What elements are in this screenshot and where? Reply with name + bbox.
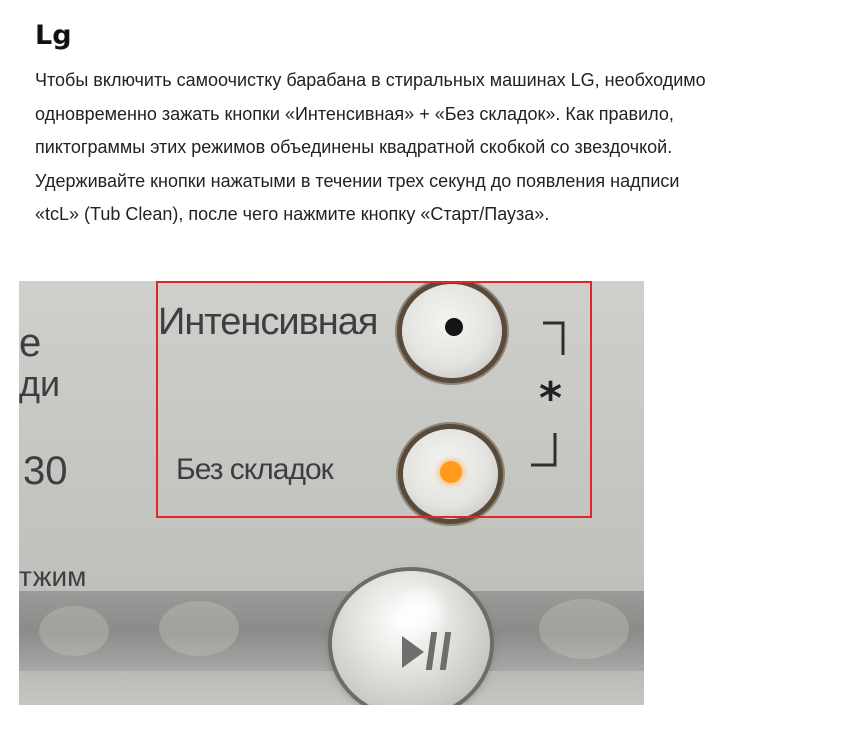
- bokeh-blob: [159, 601, 239, 656]
- partial-label-30: 30: [23, 449, 68, 493]
- partial-label-e: е: [19, 321, 42, 365]
- partial-label-tzhim: тжим: [19, 561, 87, 592]
- paragraph-line: «tcL» (Tub Clean), после чего нажмите кнопку «Старт/Пауза».: [35, 204, 550, 224]
- intensive-label: Интенсивная: [158, 301, 378, 343]
- article-heading: Lg: [35, 20, 72, 51]
- bez-skladok-label: Без складок: [176, 453, 333, 486]
- paragraph-line: пиктограммы этих режимов объединены квадратной скобкой со звездочкой.: [35, 137, 673, 157]
- play-pause-icon: [394, 626, 464, 676]
- panel-bottom-strip: [19, 671, 644, 705]
- paragraph-line: Удерживайте кнопки нажатыми в течении трех секунд до появления надписи: [35, 170, 680, 191]
- asterisk-icon: *: [539, 373, 563, 424]
- panel-dark-band: [19, 591, 644, 671]
- bokeh-blob: [539, 599, 629, 659]
- partial-label-di: ди: [19, 363, 61, 404]
- washing-machine-panel-photo: [19, 281, 644, 705]
- paragraph-line: Чтобы включить самоочистку барабана в стиральных машинах LG, необходимо: [35, 70, 706, 90]
- highlight-frame: [156, 281, 592, 518]
- bokeh-blob: [39, 606, 109, 656]
- article-paragraph: [35, 64, 835, 232]
- paragraph-line: одновременно зажать кнопки «Интенсивная» + «Без складок». Как правило,: [35, 103, 674, 124]
